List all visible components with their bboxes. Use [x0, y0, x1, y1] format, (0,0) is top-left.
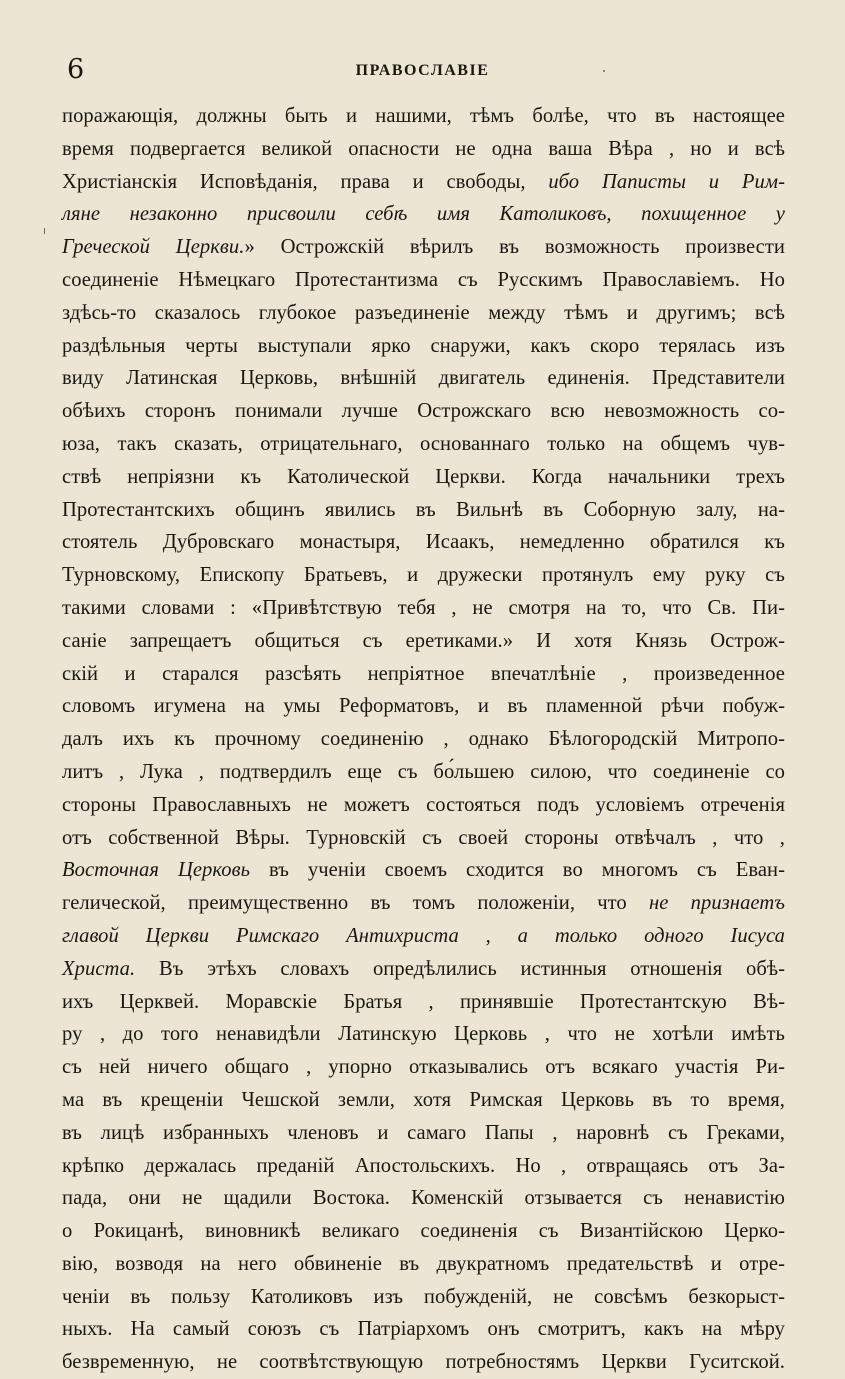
text-line	[62, 789, 785, 822]
text-run: гелической, преимущественно въ томъ положеніи, что	[62, 892, 649, 915]
text-line	[62, 723, 785, 756]
print-speck	[44, 228, 45, 234]
text-line	[62, 264, 785, 297]
text-line	[62, 297, 785, 330]
text-line	[62, 1182, 785, 1215]
text-run: такими словами : «Привѣтствую тебя , не смотря на то, что Св. Пи-	[62, 596, 785, 619]
text-run: Турновскому, Епископу Братьевъ, и дружески протянулъ ему руку съ	[62, 564, 785, 587]
text-run: о Рокицанѣ, виновникѣ великаго соединенія съ Византійскою Церко-	[62, 1220, 785, 1243]
text-run: крѣпко держалась преданій Апостольскихъ. Но , отвращаясь отъ За-	[62, 1154, 785, 1177]
text-line	[62, 166, 785, 199]
text-run: обѣихъ сторонъ понимали лучше Острожскаго всю невозможность со-	[62, 400, 785, 423]
text-run: ченіи въ пользу Католиковъ изъ побужденій, не совсѣмъ безкорыст-	[62, 1285, 785, 1308]
text-run: ныхъ. На самый союзъ съ Патріархомъ онъ смотритъ, какъ на мѣру	[62, 1318, 785, 1341]
text-line	[62, 1215, 785, 1248]
text-run: стороны Православныхъ не можетъ состояться подъ условіемъ отреченія	[62, 793, 785, 816]
text-run: отъ собственной Вѣры. Турновскій съ своей стороны отвѣчалъ , что ,	[62, 826, 785, 849]
text-line	[62, 1346, 785, 1379]
text-line	[62, 1084, 785, 1117]
text-run: » Острожскій вѣрилъ въ возможность произвести	[244, 236, 785, 259]
italic-text: не признаетъ	[649, 892, 785, 915]
text-line	[62, 100, 785, 133]
text-line	[62, 1248, 785, 1281]
text-run: ру , до того ненавидѣли Латинскую Церковь , что не хотѣли имѣть	[62, 1023, 785, 1046]
text-line	[62, 461, 785, 494]
text-line	[62, 133, 785, 166]
text-run: далъ ихъ къ прочному соединенію , однако Бѣлогородскій Митропо-	[62, 728, 785, 751]
italic-text: ибо Паписты и Рим-	[548, 170, 786, 193]
text-run: саніе запрещаетъ общиться съ еретиками.» И хотя Князь Острож-	[62, 629, 785, 652]
text-run: стоятель Дубровскаго монастыря, Исаакъ, немедленно обратился къ	[62, 531, 785, 554]
text-run: Христіанскія Исповѣданія, права и свободы,	[62, 170, 549, 193]
text-line	[62, 1117, 785, 1150]
text-line	[62, 1018, 785, 1051]
text-run: ствѣ непріязни къ Католической Церкви. Когда начальники трехъ	[62, 465, 785, 488]
text-line	[62, 330, 785, 363]
text-run: Въ этѣхъ словахъ опредѣлились истинныя отношенія обѣ-	[135, 957, 785, 980]
text-run: безвременную, не соотвѣтствующую потребностямъ Церкви Гуситской.	[62, 1351, 785, 1374]
body-text	[62, 100, 785, 1379]
text-run: соединеніе Нѣмецкаго Протестантизма съ Русскимъ Православіемъ. Но	[62, 268, 785, 291]
text-run: словомъ игумена на умы Реформатовъ, и въ пламенной рѣчи побуж-	[62, 695, 785, 718]
text-line	[62, 822, 785, 855]
text-line	[62, 756, 785, 789]
italic-text: Греческой Церкви.	[62, 236, 245, 259]
text-run: ихъ Церквей. Моравскіе Братья , принявшіе Протестантскую Вѣ-	[62, 990, 785, 1013]
text-run: въ ученіи своемъ сходится во многомъ съ Еван-	[250, 859, 786, 882]
text-run: вію, возводя на него обвиненіе въ двукратномъ предательствѣ и отре-	[62, 1252, 785, 1275]
text-run: Протестантскихъ общинъ явились въ Вильнѣ въ Соборную залу, на-	[62, 498, 785, 521]
text-line	[62, 526, 785, 559]
text-run: раздѣльныя черты выступали ярко снаружи, какъ скоро терялась изъ	[62, 334, 785, 357]
italic-text: Христа.	[62, 957, 136, 980]
text-line	[62, 920, 785, 953]
text-line	[62, 428, 785, 461]
text-run: въ лицѣ избранныхъ членовъ и самаго Папы , наровнѣ съ Греками,	[62, 1121, 785, 1144]
text-run: время подвергается великой опасности не одна ваша Вѣра , но и всѣ	[62, 137, 785, 160]
text-run: поражающія, должны быть и нашими, тѣмъ болѣе, что въ настоящее	[62, 105, 785, 127]
text-run: скій и старался разсѣять непріятное впечатлѣніе , произведенное	[62, 662, 785, 685]
text-line	[62, 986, 785, 1019]
text-line	[62, 625, 785, 658]
page-number: 6	[67, 54, 85, 85]
text-line	[62, 1313, 785, 1346]
text-run: съ ней ничего общаго , упорно отказывались отъ всякаго участія Ри-	[62, 1056, 785, 1079]
print-speck	[603, 70, 605, 72]
text-run: виду Латинская Церковь, внѣшній двигатель единенія. Представители	[62, 367, 785, 390]
text-line	[62, 198, 785, 231]
text-line	[62, 395, 785, 428]
text-run: литъ , Лука , подтвердилъ еще съ бо́льшею силою, что соединеніе со	[62, 760, 785, 783]
italic-text: ляне незаконно присвоили себѣ имя Католиковъ, похищенное у	[62, 203, 785, 226]
text-line	[62, 658, 785, 691]
text-line	[62, 362, 785, 395]
text-line	[62, 1150, 785, 1183]
text-line	[62, 559, 785, 592]
italic-text: Восточная Церковь	[62, 859, 251, 882]
text-line	[62, 953, 785, 986]
text-line	[62, 690, 785, 723]
text-run: пада, они не щадили Востока. Коменскій отзывается съ ненавистію	[62, 1187, 785, 1210]
text-line	[62, 887, 785, 920]
text-line	[62, 592, 785, 625]
text-run: здѣсь-то сказалось глубокое разъединеніе между тѣмъ и другимъ; всѣ	[62, 301, 785, 324]
text-line	[62, 854, 785, 887]
text-line	[62, 494, 785, 527]
text-line	[62, 1281, 785, 1314]
italic-text: главой Церкви Римскаго Антихриста , а только одного Іисуса	[62, 924, 785, 947]
text-run: юза, такъ сказать, отрицательнаго, основаннаго только на общемъ чув-	[62, 432, 785, 455]
text-line	[62, 231, 785, 264]
running-title: ПРАВОСЛАВІЕ	[355, 62, 490, 79]
text-line	[62, 1051, 785, 1084]
text-run: ма въ крещеніи Чешской земли, хотя Римская Церковь въ то время,	[62, 1088, 785, 1111]
